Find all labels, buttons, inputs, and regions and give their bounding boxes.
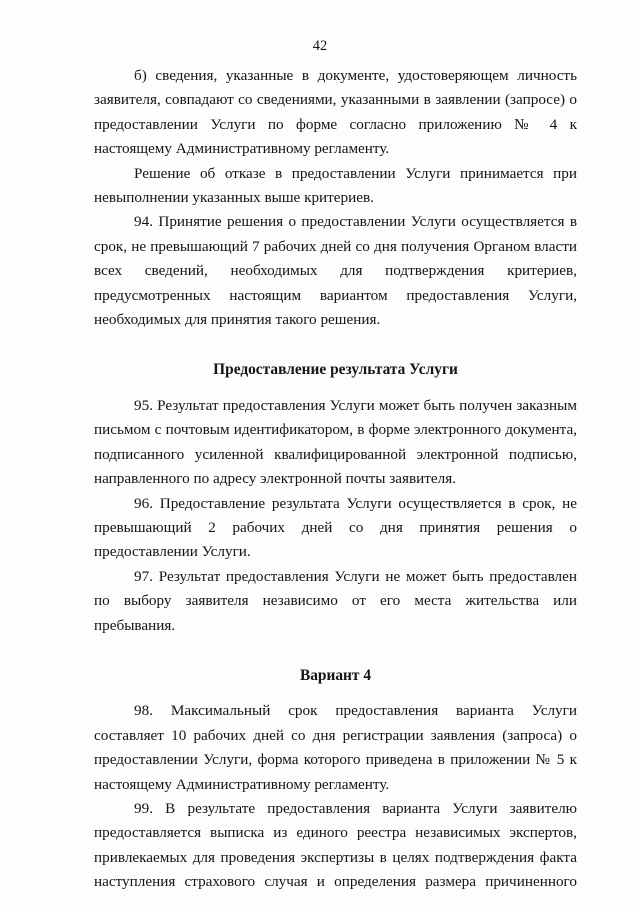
section-heading-variant-4: Вариант 4	[299, 666, 372, 684]
page-number: 42	[312, 38, 328, 54]
section-heading-result: Предоставление результата Услуги	[213, 361, 458, 379]
paragraph-criteria-b: б) сведения, указанные в документе, удостоверяющем личность заявителя, совпадают со сведениями, указанными в заявлении (запросе) о предоставлении Услуги по форме согласно приложению № 4 к настоящему Административному регламенту.	[94, 67, 577, 158]
paragraph-97: 97. Результат предоставления Услуги не может быть предоставлен по выбору заявителя независимо от его места жительства или пребывания.	[94, 567, 577, 634]
paragraph-95: 95. Результат предоставления Услуги может быть получен заказным письмом с почтовым идентификатором, в форме электронного документа, подписанного усиленной квалифицированной электронной подписью, направленного по адресу электронной почты заявителя.	[94, 396, 577, 488]
paragraph-refusal-decision: Решение об отказе в предоставлении Услуги принимается при невыполнении указанных выше критериев.	[94, 164, 577, 207]
document-body	[94, 64, 577, 895]
paragraph-96: 96. Предоставление результата Услуги осуществляется в срок, не превышающий 2 рабочих дней со дня принятия решения о предоставлении Услуги.	[94, 494, 577, 561]
paragraph-98: 98. Максимальный срок предоставления варианта Услуги составляет 10 рабочих дней со дня регистрации заявления (запроса) о предоставлении Услуги, форма которого приведена в приложении № 5 к настоящему Административному регламенту.	[94, 702, 577, 793]
paragraph-99: 99. В результате предоставления варианта Услуги заявителю предоставляется выписка из единого реестра независимых экспертов, привлекаемых для проведения экспертизы в целях подтверждения факта наступления страхового случая и определения размера причиненного	[94, 799, 577, 891]
paragraph-94: 94. Принятие решения о предоставлении Услуги осуществляется в срок, не превышающий 7 рабочих дней со дня получения Органом власти всех сведений, необходимых для подтверждения критериев, предусмотренных настоящим вариантом предоставления Услуги, необходимых для принятия такого решения.	[94, 213, 577, 329]
